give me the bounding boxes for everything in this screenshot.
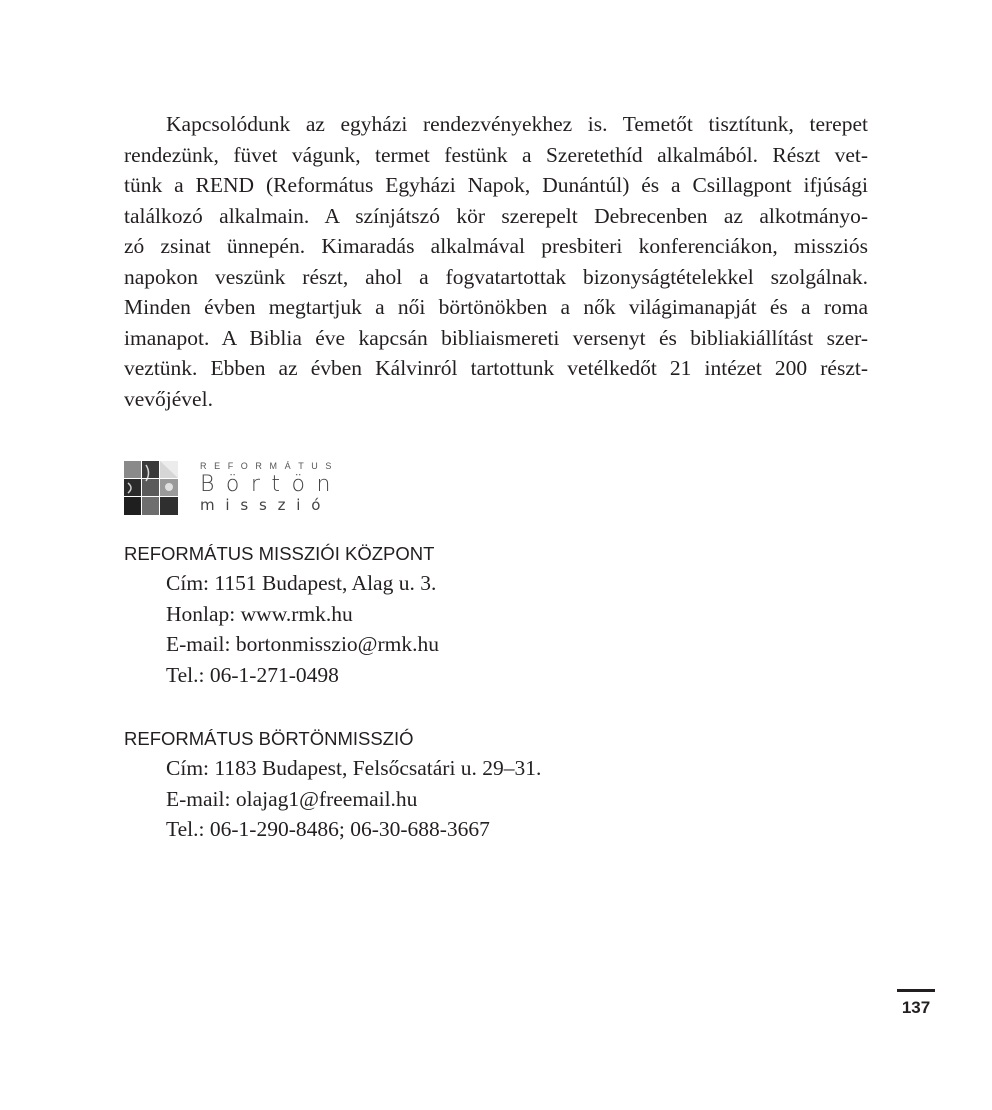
org-address: Cím: 1183 Budapest, Felsőcsatári u. 29–31. [166,756,542,780]
paragraph-line: vevőjével. [124,386,213,411]
paragraph-line: veztünk. Ebben az évben Kálvinról tartottunk vetélkedőt 21 intézet 200 részt- [124,356,868,380]
paragraph-line: imanapot. A Biblia éve kapcsán bibliaismereti versenyt és bibliakiállítást szer- [124,325,868,350]
org-email: E-mail: bortonmisszio@rmk.hu [166,632,439,656]
paragraph-line: napokon veszünk részt, ahol a fogvatartottak bizonyságtételekkel szolgálnak. [124,264,868,289]
paragraph-line: tünk a REND (Református Egyházi Napok, Dunántúl) és a Csillagpont ifjúsági [124,173,868,197]
org-website: Honlap: www.rmk.hu [166,601,353,626]
org-email: E-mail: olajag1@freemail.hu [166,786,418,811]
org-missziói-kozpont [124,543,439,690]
paragraph-line: zó zsinat ünnepén. Kimaradás alkalmával presbiteri konferenciákon, missziós [124,234,868,258]
logo-wordmark [200,461,342,514]
org-name: REFORMÁTUS BÖRTÖNMISSZIÓ [124,728,414,749]
logo-line-reformatus: REFORMÁTUS [200,461,339,471]
org-phone: Tel.: 06-1-271-0498 [166,662,339,687]
page-number-rule [897,989,935,992]
logo-line-misszio: misszió [200,496,332,514]
paragraph-line: Minden évben megtartjuk a női börtönökben a nők világimanapját és a roma [124,295,868,319]
org-bortonmisszio [124,728,541,845]
paragraph-line: Kapcsolódunk az egyházi rendezvényekhez is. Temetőt tisztítunk, terepet [166,112,868,136]
paragraph-line: találkozó alkalmain. A színjátszó kör szerepelt Debrecenben az alkotmányo- [124,203,868,228]
org-name: REFORMÁTUS MISSZIÓI KÖZPONT [124,543,435,564]
logo-mark-icon [124,461,178,515]
logo-line-borton: Börtön [200,472,342,497]
org-phone: Tel.: 06-1-290-8486; 06-30-688-3667 [166,817,490,841]
body-paragraph [124,109,868,414]
borton-misszio-logo [124,461,354,517]
org-address: Cím: 1151 Budapest, Alag u. 3. [166,571,437,595]
page-number: 137 [901,998,931,1017]
paragraph-line: rendezünk, füvet vágunk, termet festünk a Szeretethíd alkalmából. Részt vet- [124,142,868,167]
